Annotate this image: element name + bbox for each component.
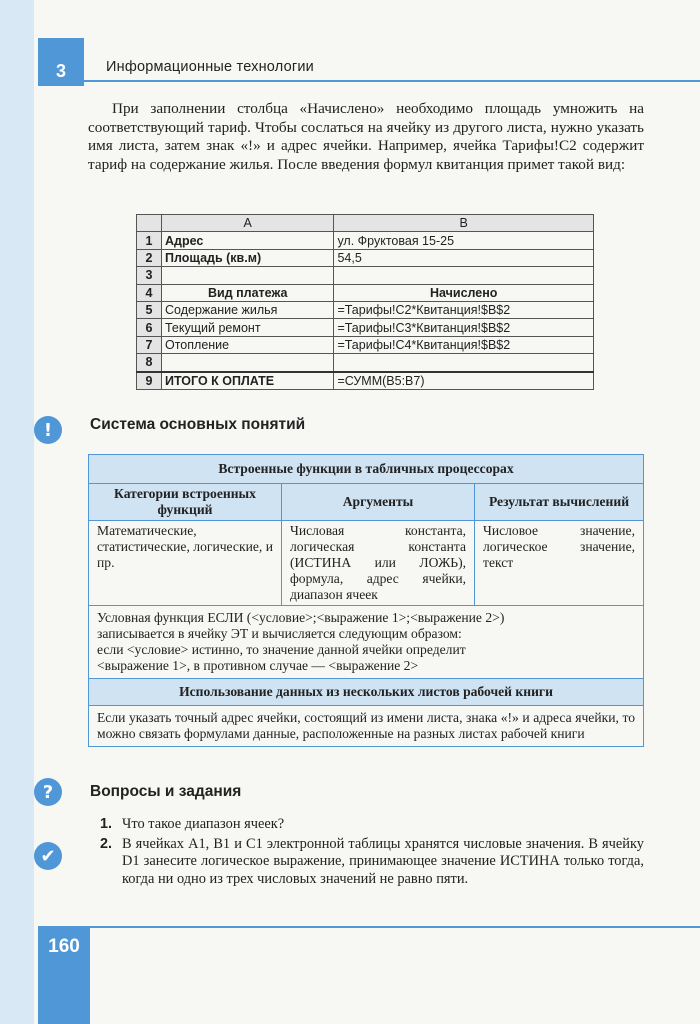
cell-result: Числовое значение, логическое значение, текст [475, 521, 644, 606]
column-header-a: A [162, 215, 334, 232]
row-number: 1 [137, 232, 162, 249]
question-number: 2. [100, 835, 113, 852]
chapter-tab: 3 [38, 38, 84, 86]
if-line-2: записывается в ячейку ЭТ и вычисляется следующим образом: [97, 626, 462, 641]
cell-a9: ИТОГО К ОПЛАТЕ [162, 372, 334, 390]
concepts-heading: Система основных понятий [90, 416, 306, 433]
row-number: 6 [137, 319, 162, 336]
intro-text: При заполнении столбца «Начислено» необходимо площадь умножить на соответствующий тариф. Чтобы сослаться на ячейку из другого листа, нужно указать имя листа, затем знак «!» и адрес ячейки. Например, ячейка Тарифы!C2 содержит тариф на содержание жилья. После введения формул квитанция примет такой вид: [88, 100, 644, 173]
intro-paragraph [88, 100, 644, 174]
row-number: 2 [137, 249, 162, 266]
if-line-1: Условная функция ЕСЛИ (<условие>;<выражение 1>;<выражение 2>) [97, 610, 505, 625]
question-text: В ячейках A1, B1 и C1 электронной таблицы хранятся числовые значения. В ячейку D1 занесите логическое выражение, принимающее значение ИСТИНА только тогда, когда ни одно из трех числовых значений не равно пяти. [122, 835, 644, 887]
cell-b9: =СУММ(B5:B7) [334, 372, 594, 390]
column-header-b: B [334, 215, 594, 232]
list-item [100, 836, 644, 889]
cell-b7: =Тарифы!C4*Квитанция!$B$2 [334, 336, 594, 353]
row-number: 7 [137, 336, 162, 353]
page-side-strip [0, 0, 34, 1024]
questions-list [100, 816, 644, 890]
concepts-table-title: Встроенные функции в табличных процессорах [89, 455, 644, 484]
question-icon: ? [34, 778, 62, 806]
if-line-4: <выражение 1>, в противном случае — <выражение 2> [97, 658, 419, 673]
row-number: 3 [137, 267, 162, 284]
row-number: 8 [137, 354, 162, 372]
col-header-arguments: Аргументы [282, 484, 475, 521]
cell-b1: ул. Фруктовая 15-25 [334, 232, 594, 249]
cell-a5: Содержание жилья [162, 301, 334, 318]
sheet-row [137, 301, 594, 318]
col-header-categories: Категории встроенных функций [89, 484, 282, 521]
sheets-usage-text: Если указать точный адрес ячейки, состоящий из имени листа, знака «!» и адреса ячейки, то можно связать формулами данные, расположенные на разных листах рабочей книги [89, 706, 644, 747]
cell-b3 [334, 267, 594, 284]
cell-a8 [162, 354, 334, 372]
sheet-row [137, 336, 594, 353]
cell-b8 [334, 354, 594, 372]
cell-a2: Площадь (кв.м) [162, 249, 334, 266]
row-number: 5 [137, 301, 162, 318]
cell-b5: =Тарифы!C2*Квитанция!$B$2 [334, 301, 594, 318]
running-header-title: Информационные технологии [106, 59, 314, 75]
col-header-result: Результат вычислений [475, 484, 644, 521]
sheets-usage-title: Использование данных из нескольких листов рабочей книги [89, 679, 644, 706]
cell-a3 [162, 267, 334, 284]
exclamation-icon: ! [34, 416, 62, 444]
checkmark-icon: ✔ [34, 842, 62, 870]
corner-cell [137, 215, 162, 232]
cell-a7: Отопление [162, 336, 334, 353]
list-item [100, 816, 644, 834]
cell-a4: Вид платежа [162, 284, 334, 301]
if-function-note [89, 606, 644, 679]
sheet-row [137, 284, 594, 301]
sheet-row [137, 372, 594, 390]
cell-categories: Математические, статистические, логические, и пр. [89, 521, 282, 606]
concepts-table [88, 454, 644, 747]
questions-heading: Вопросы и задания [90, 783, 242, 800]
sheet-row [137, 267, 594, 284]
cell-a1: Адрес [162, 232, 334, 249]
question-text: Что такое диапазон ячеек? [122, 816, 285, 832]
page-number: 160 [48, 936, 80, 957]
spreadsheet-example [136, 214, 594, 390]
if-line-3: если <условие> истинно, то значение данной ячейки определит [97, 642, 466, 657]
sheet-row [137, 354, 594, 372]
footer-divider [90, 926, 700, 928]
sheet-row [137, 249, 594, 266]
question-number: 1. [100, 816, 113, 832]
row-number: 4 [137, 284, 162, 301]
cell-b6: =Тарифы!C3*Квитанция!$B$2 [334, 319, 594, 336]
cell-b4: Начислено [334, 284, 594, 301]
sheet-row [137, 232, 594, 249]
cell-a6: Текущий ремонт [162, 319, 334, 336]
row-number: 9 [137, 372, 162, 390]
header-divider [84, 80, 700, 82]
cell-arguments: Числовая константа, логическая константа (ИСТИНА или ЛОЖЬ), формула, адрес ячейки, диапазон ячеек [282, 521, 475, 606]
sheet-row [137, 319, 594, 336]
cell-b2: 54,5 [334, 249, 594, 266]
